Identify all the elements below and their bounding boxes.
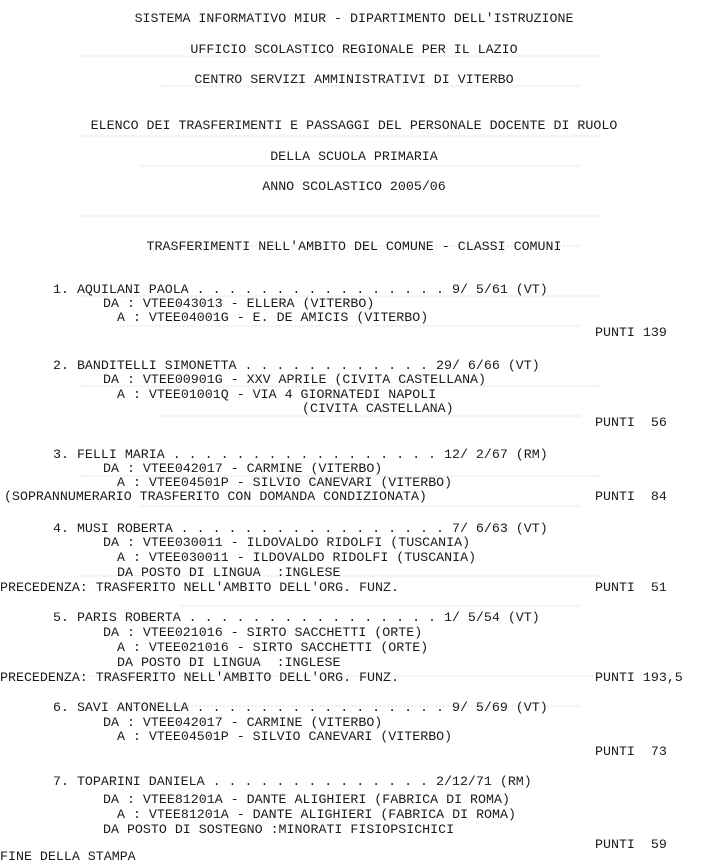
entry-1-from: DA : VTEE043013 - ELLERA (VITERBO) [103,296,375,311]
entry-1-points: PUNTI 139 [595,325,667,340]
entry-2-name: 2. BANDITELLI SIMONETTA . . . . . . . . . . . . 29/ 6/66 (VT) [53,358,540,373]
document-subtitle: DELLA SCUOLA PRIMARIA [270,149,438,164]
entry-2-to: A : VTEE01001Q - VIA 4 GIORNATEDI NAPOLI [117,387,437,402]
entry-7-post: DA POSTO DI SOSTEGNO :MINORATI FISIOPSICHICI [103,822,455,837]
entry-6-points: PUNTI 73 [595,744,667,759]
entry-4-post: DA POSTO DI LINGUA :INGLESE [117,565,341,580]
entry-2-to-city: (CIVITA CASTELLANA) [302,401,454,416]
entry-3-from: DA : VTEE042017 - CARMINE (VITERBO) [103,461,383,476]
entry-5-name: 5. PARIS ROBERTA . . . . . . . . . . . . . . . . 1/ 5/54 (VT) [53,610,540,625]
entry-5-precedence: PRECEDENZA: TRASFERITO NELL'AMBITO DELL'ORG. FUNZ. [0,670,399,685]
document-title: ELENCO DEI TRASFERIMENTI E PASSAGGI DEL PERSONALE DOCENTE DI RUOLO [90,118,618,133]
entry-7-to: A : VTEE81201A - DANTE ALIGHIERI (FABRICA DI ROMA) [117,807,516,822]
header-office: UFFICIO SCOLASTICO REGIONALE PER IL LAZIO [190,42,518,57]
entry-3-name: 3. FELLI MARIA . . . . . . . . . . . . . . . . . 12/ 2/67 (RM) [53,447,548,462]
section-title: TRASFERIMENTI NELL'AMBITO DEL COMUNE - CLASSI COMUNI [146,239,562,254]
entry-6-to: A : VTEE04501P - SILVIO CANEVARI (VITERBO) [117,729,453,744]
entry-3-to: A : VTEE04501P - SILVIO CANEVARI (VITERBO) [117,475,453,490]
entry-5-from: DA : VTEE021016 - SIRTO SACCHETTI (ORTE) [103,625,423,640]
entry-2-points: PUNTI 56 [595,415,667,430]
entry-5-post: DA POSTO DI LINGUA :INGLESE [117,655,341,670]
entry-1-name: 1. AQUILANI PAOLA . . . . . . . . . . . . . . . . 9/ 5/61 (VT) [53,282,548,297]
header-ministry: SISTEMA INFORMATIVO MIUR - DIPARTIMENTO DELL'ISTRUZIONE [134,11,574,26]
end-of-print: FINE DELLA STAMPA [0,849,136,864]
school-year: ANNO SCOLASTICO 2005/06 [262,179,446,194]
entry-4-precedence: PRECEDENZA: TRASFERITO NELL'AMBITO DELL'ORG. FUNZ. [0,580,399,595]
header-center: CENTRO SERVIZI AMMINISTRATIVI DI VITERBO [194,72,514,87]
entry-4-to: A : VTEE030011 - ILDOVALDO RIDOLFI (TUSCANIA) [117,550,477,565]
entry-6-from: DA : VTEE042017 - CARMINE (VITERBO) [103,715,383,730]
entry-4-from: DA : VTEE030011 - ILDOVALDO RIDOLFI (TUSCANIA) [103,535,471,550]
entry-3-note: (SOPRANNUMERARIO TRASFERITO CON DOMANDA CONDIZIONATA) [4,489,427,504]
entry-4-points: PUNTI 51 [595,580,667,595]
entry-6-name: 6. SAVI ANTONELLA . . . . . . . . . . . . . . . . 9/ 5/69 (VT) [53,700,548,715]
entry-2-from: DA : VTEE00901G - XXV APRILE (CIVITA CASTELLANA) [103,372,487,387]
entry-3-points: PUNTI 84 [595,489,667,504]
entry-5-points: PUNTI 193,5 [595,670,683,685]
entry-5-to: A : VTEE021016 - SIRTO SACCHETTI (ORTE) [117,640,429,655]
entry-7-from: DA : VTEE81201A - DANTE ALIGHIERI (FABRICA DI ROMA) [103,792,510,807]
entry-1-to: A : VTEE04001G - E. DE AMICIS (VITERBO) [117,310,429,325]
entry-4-name: 4. MUSI ROBERTA . . . . . . . . . . . . . . . . . 7/ 6/63 (VT) [53,521,548,536]
entry-7-points: PUNTI 59 [595,837,667,852]
entry-7-name: 7. TOPARINI DANIELA . . . . . . . . . . . . . . 2/12/71 (RM) [53,774,532,789]
